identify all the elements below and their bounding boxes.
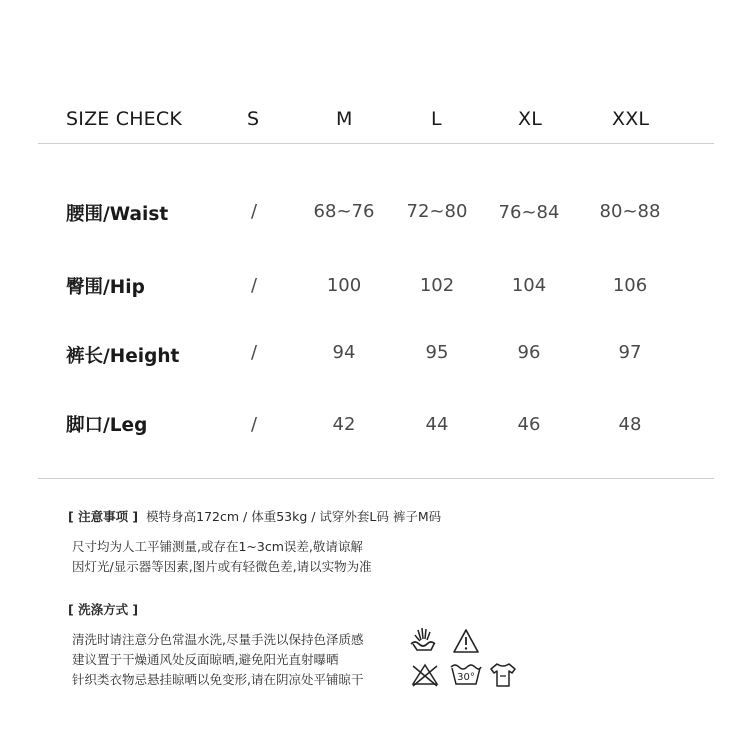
leg-xl: 46	[517, 414, 541, 435]
leg-s: /	[250, 414, 258, 435]
wash-line-1: 清洗时请注意分色常温水洗,尽量手洗以保持色泽质感	[72, 632, 364, 647]
leg-m: 42	[332, 414, 356, 435]
row-label-leg: 脚口/Leg	[66, 415, 148, 436]
hip-m: 100	[326, 275, 362, 296]
size-s-header: S	[247, 108, 260, 130]
warning-triangle-icon	[452, 628, 480, 654]
notes-title: [ 注意事项 ]	[68, 509, 139, 524]
wash-title: [ 洗涤方式 ]	[68, 602, 139, 617]
wash-temp-label: 30°	[457, 672, 475, 683]
wash-line-3: 针织类衣物忌悬挂晾晒以免变形,请在阴凉处平铺晾干	[72, 672, 364, 687]
row-label-hip: 臀围/Hip	[66, 277, 145, 298]
wash-30-icon	[449, 660, 483, 688]
wash-line-2: 建议置于干燥通风处反面晾晒,避免阳光直射曝晒	[72, 652, 339, 667]
leg-l: 44	[425, 414, 449, 435]
height-s: /	[250, 342, 258, 363]
size-xl-header: XL	[518, 108, 543, 130]
model-info	[68, 507, 441, 527]
measure-line-1: 尺寸均为人工平铺测量,或存在1~3cm误差,敬请谅解	[72, 539, 363, 554]
waist-xxl: 80~88	[599, 201, 661, 222]
waist-m: 68~76	[313, 201, 375, 222]
size-m-header: M	[336, 108, 353, 130]
height-xl: 96	[517, 342, 541, 363]
leg-xxl: 48	[618, 414, 642, 435]
header-divider	[38, 143, 714, 144]
hip-xxl: 106	[612, 275, 648, 296]
waist-l: 72~80	[406, 201, 468, 222]
model-text: 模特身高172cm / 体重53kg / 试穿外套L码 裤子M码	[146, 509, 442, 524]
row-label-height: 裤长/Height	[66, 346, 180, 367]
height-l: 95	[425, 342, 449, 363]
waist-xl: 76~84	[498, 202, 560, 223]
hip-l: 102	[419, 275, 455, 296]
no-bleach-icon	[410, 662, 440, 688]
waist-s: /	[250, 201, 258, 222]
hand-wash-icon	[407, 626, 437, 654]
size-xxl-header: XXL	[612, 108, 650, 130]
hip-xl: 104	[511, 275, 547, 296]
dry-flat-icon	[488, 661, 518, 689]
size-l-header: L	[431, 108, 442, 130]
height-xxl: 97	[618, 342, 642, 363]
hip-s: /	[250, 275, 258, 296]
measure-line-2: 因灯光/显示器等因素,图片或有轻微色差,请以实物为准	[72, 559, 372, 574]
height-m: 94	[332, 342, 356, 363]
row-label-waist: 腰围/Waist	[66, 204, 169, 225]
size-check-title: SIZE CHECK	[66, 108, 183, 130]
table-bottom-divider	[38, 478, 714, 479]
